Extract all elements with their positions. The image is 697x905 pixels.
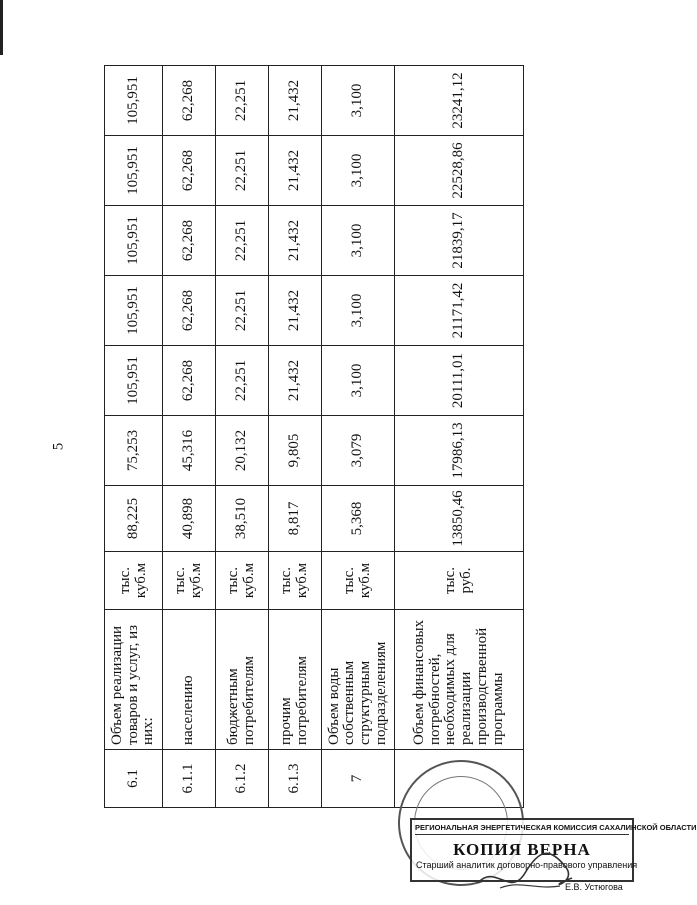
row-unit: тыс. руб. — [395, 552, 524, 610]
value-cell: 62,268 — [163, 206, 216, 276]
rotated-table — [104, 66, 523, 808]
table-row — [216, 66, 269, 808]
value-cell: 21171,42 — [395, 276, 524, 346]
row-number: 6.1.3 — [269, 750, 322, 808]
value-cell: 21,432 — [269, 66, 322, 136]
row-unit: тыс. куб.м — [269, 552, 322, 610]
value-cell: 105,951 — [105, 66, 163, 136]
row-unit: тыс. куб.м — [105, 552, 163, 610]
value-cell: 75,253 — [105, 416, 163, 486]
value-cell: 22,251 — [216, 66, 269, 136]
value-cell: 8,817 — [269, 486, 322, 552]
value-cell: 21,432 — [269, 136, 322, 206]
row-name: Объем воды собственным структурным подразделениям — [322, 610, 395, 750]
value-cell: 22,251 — [216, 276, 269, 346]
value-cell: 3,100 — [322, 346, 395, 416]
row-unit: тыс. куб.м — [163, 552, 216, 610]
value-cell: 21,432 — [269, 206, 322, 276]
value-cell: 21839,17 — [395, 206, 524, 276]
row-name: прочим потребителям — [269, 610, 322, 750]
value-cell: 40,898 — [163, 486, 216, 552]
value-cell: 22,251 — [216, 346, 269, 416]
value-cell: 3,100 — [322, 206, 395, 276]
value-cell: 62,268 — [163, 346, 216, 416]
value-cell: 105,951 — [105, 276, 163, 346]
row-unit: тыс. куб.м — [322, 552, 395, 610]
row-number: 6.1.1 — [163, 750, 216, 808]
row-number: 6.1 — [105, 750, 163, 808]
row-name: Объем финансовых потребностей, необходимых для реализации производственной программы — [395, 610, 524, 750]
value-cell: 105,951 — [105, 206, 163, 276]
value-cell: 20,132 — [216, 416, 269, 486]
table-row — [163, 66, 216, 808]
value-cell: 22,251 — [216, 136, 269, 206]
table-row — [395, 66, 524, 808]
table-body — [105, 66, 524, 808]
stamp-organization: РЕГИОНАЛЬНАЯ ЭНЕРГЕТИЧЕСКАЯ КОМИССИЯ САХАЛИНСКОЙ ОБЛАСТИ — [415, 823, 629, 835]
value-cell: 23241,12 — [395, 66, 524, 136]
value-cell: 105,951 — [105, 136, 163, 206]
row-name: бюджетным потребителям — [216, 610, 269, 750]
scan-edge-mark — [0, 0, 3, 55]
value-cell: 3,100 — [322, 136, 395, 206]
value-cell: 22,251 — [216, 206, 269, 276]
row-name: Объем реализации товаров и услуг, из них: — [105, 610, 163, 750]
value-cell: 5,368 — [322, 486, 395, 552]
stamp-title: КОПИЯ ВЕРНА — [453, 840, 591, 859]
value-cell: 21,432 — [269, 276, 322, 346]
value-cell: 45,316 — [163, 416, 216, 486]
row-name: населению — [163, 610, 216, 750]
signer-name: Е.В. Устюгова — [565, 882, 623, 892]
value-cell: 9,805 — [269, 416, 322, 486]
row-number: 7 — [322, 750, 395, 808]
value-cell: 20111,01 — [395, 346, 524, 416]
table-row — [322, 66, 395, 808]
program-table — [104, 65, 524, 808]
value-cell: 21,432 — [269, 346, 322, 416]
page-number: 5 — [50, 442, 67, 451]
value-cell: 3,079 — [322, 416, 395, 486]
row-number: 6.1.2 — [216, 750, 269, 808]
table-row — [269, 66, 322, 808]
value-cell: 62,268 — [163, 66, 216, 136]
row-unit: тыс. куб.м — [216, 552, 269, 610]
value-cell: 3,100 — [322, 66, 395, 136]
value-cell: 17986,13 — [395, 416, 524, 486]
signature-icon — [470, 828, 580, 898]
value-cell: 62,268 — [163, 136, 216, 206]
value-cell: 88,225 — [105, 486, 163, 552]
value-cell: 13850,46 — [395, 486, 524, 552]
value-cell: 62,268 — [163, 276, 216, 346]
stamp-role: Старший аналитик договорно-правового управления — [416, 860, 638, 870]
value-cell: 3,100 — [322, 276, 395, 346]
table-row — [105, 66, 163, 808]
value-cell: 22528,86 — [395, 136, 524, 206]
value-cell: 38,510 — [216, 486, 269, 552]
value-cell: 105,951 — [105, 346, 163, 416]
